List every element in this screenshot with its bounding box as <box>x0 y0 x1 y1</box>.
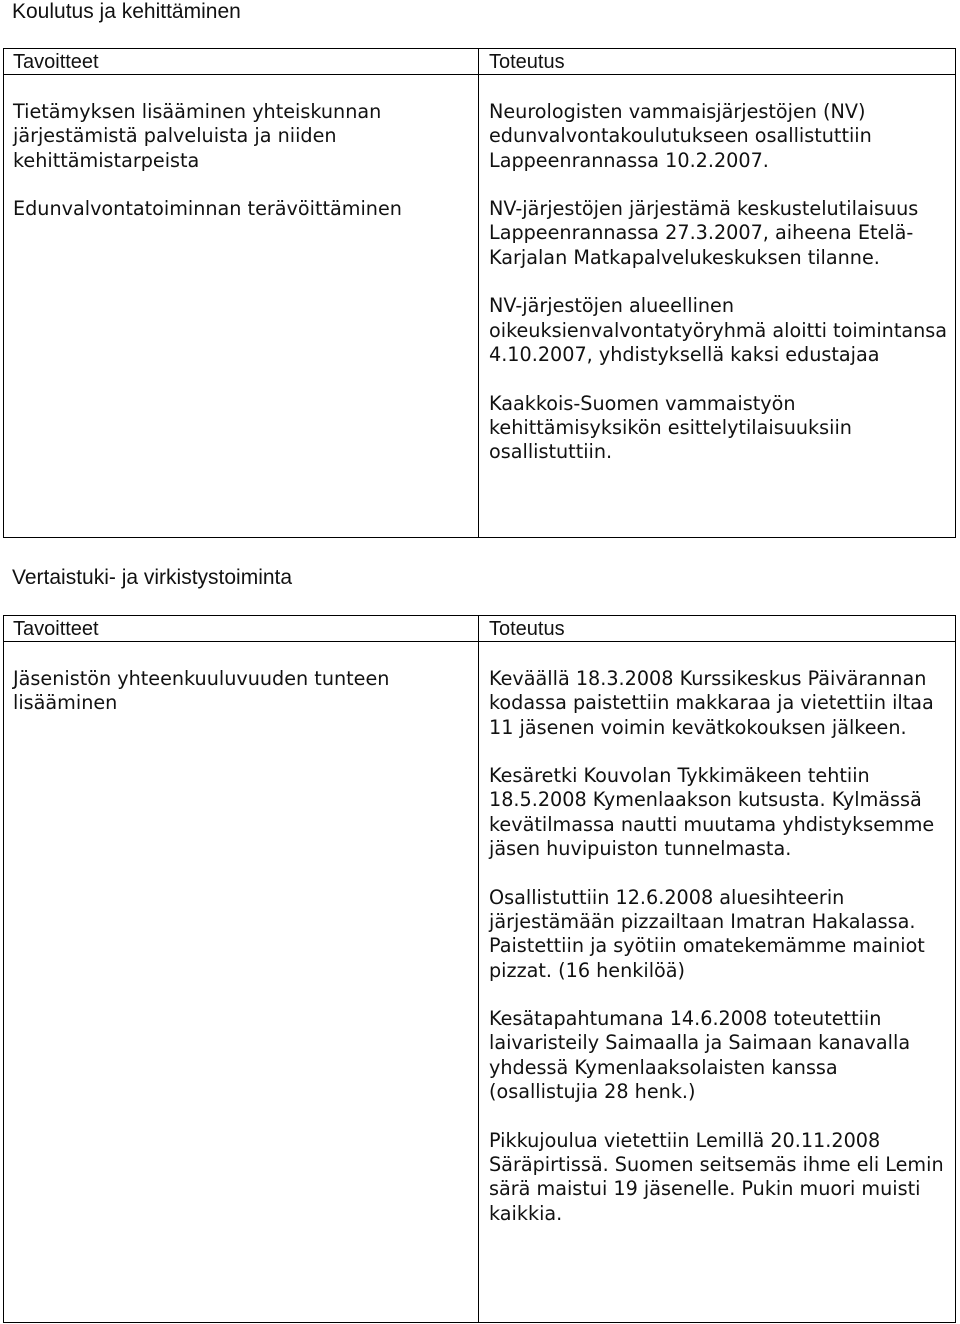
implementation-item: Kesätapahtumana 14.6.2008 toteutettiin laivaristeily Saimaalla ja Saimaan kanavalla yhdessä Kymenlaaksolaisten kanssa (osallistujia 28 henk.) <box>489 1007 911 1104</box>
implementation-item: NV-järjestöjen alueellinen oikeuksienvalvontatyöryhmä aloitti toimintansa 4.10.2007, yhdistyksellä kaksi edustajaa <box>489 294 948 366</box>
goals-cell <box>13 100 453 221</box>
goal-item: Jäsenistön yhteenkuuluvuuden tunteen lisääminen <box>13 667 390 715</box>
implementation-header: Toteutus <box>489 51 565 73</box>
section-title-vertaistuki: Vertaistuki- ja virkistystoiminta <box>12 566 293 589</box>
goal-item: Tietämyksen lisääminen yhteiskunnan järjestämistä palveluista ja niiden kehittämistarpeista <box>13 100 382 172</box>
section-title-koulutus: Koulutus ja kehittäminen <box>12 0 241 23</box>
implementation-item: Pikkujoulua vietettiin Lemillä 20.11.2008 Säräpirtissä. Suomen seitsemäs ihme eli Lemin särä maistui 19 jäsenelle. Pukin muori muisti kaikkia. <box>489 1128 944 1225</box>
implementation-item: Osallistuttiin 12.6.2008 aluesihteerin järjestämään pizzailtaan Imatran Hakalassa. Paistettiin ja syötiin omatekemämme mainiot pizzat. (16 henkilöä) <box>489 885 925 982</box>
implementation-cell <box>489 100 951 464</box>
header-rule <box>4 641 955 642</box>
goal-item: Edunvalvontatoiminnan terävöittäminen <box>13 197 402 221</box>
implementation-item: Neurologisten vammaisjärjestöjen (NV) edunvalvontakoulutukseen osallistuttiin Lappeenrannassa 10.2.2007. <box>489 100 872 172</box>
vertaistuki-table <box>3 615 956 1323</box>
implementation-item: NV-järjestöjen järjestämä keskustelutilaisuus Lappeenrannassa 27.3.2007, aiheena Etelä-Karjalan Matkapalvelukeskuksen tilanne. <box>489 197 919 269</box>
column-divider <box>478 49 479 537</box>
implementation-item: Keväällä 18.3.2008 Kurssikeskus Päivärannan kodassa paistettiin makkaraa ja vietettiin iltaa 11 jäsenen voimin kevätkokouksen jälkeen. <box>489 667 934 739</box>
column-divider <box>478 616 479 1322</box>
implementation-cell <box>489 667 951 1226</box>
goals-header: Tavoitteet <box>13 51 99 73</box>
goals-cell <box>13 667 453 716</box>
koulutus-table <box>3 48 956 538</box>
implementation-header: Toteutus <box>489 618 565 640</box>
goals-header: Tavoitteet <box>13 618 99 640</box>
implementation-item: Kesäretki Kouvolan Tykkimäkeen tehtiin 18.5.2008 Kymenlaakson kutsusta. Kylmässä kevätilmassa nautti muutama yhdistyksemme jäsen huvipuiston tunnelmasta. <box>489 764 935 861</box>
implementation-item: Kaakkois-Suomen vammaistyön kehittämisyksikön esittelytilaisuuksiin osallistuttiin. <box>489 391 852 464</box>
header-rule <box>4 74 955 75</box>
